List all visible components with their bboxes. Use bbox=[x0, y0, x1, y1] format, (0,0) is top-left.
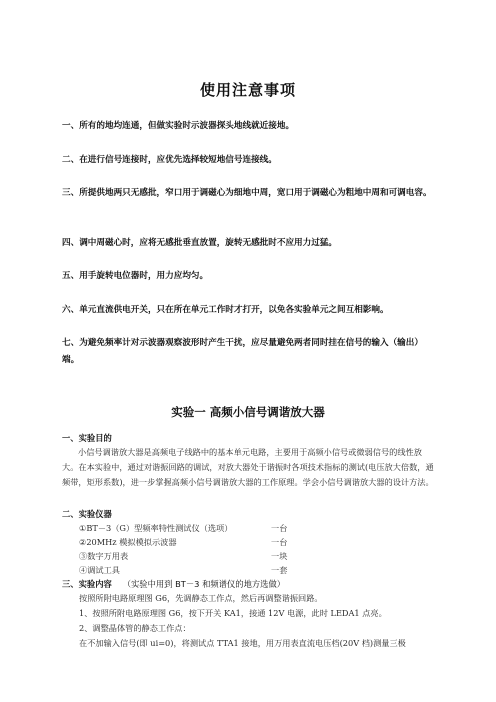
section-3-title: 三、实验内容 bbox=[62, 579, 112, 589]
instrument-row bbox=[79, 550, 379, 562]
note-7: 七、为避免频率计对示波器观察波形时产生干扰，应尽量避免两者同时挂在信号的输入（输出）端。 bbox=[62, 338, 423, 365]
section-3-line: 按照所附电路原理图 G6，先调静态工作点，然后再调整谐振回路。 bbox=[79, 593, 323, 603]
experiment-title: 实验一 高频小信号调谐放大器 bbox=[171, 405, 325, 419]
section-3-line: 在不加输入信号(即 ui=0)，将测试点 TTA1 接地，用万用表直流电压档(20V 档)测量三极 bbox=[79, 638, 406, 648]
instrument-qty: 一套 bbox=[271, 565, 288, 575]
instrument-row bbox=[79, 564, 379, 576]
instrument-qty: 一块 bbox=[271, 551, 288, 561]
section-3-line: 2、调整晶体管的静态工作点： bbox=[79, 623, 191, 633]
instrument-qty: 一台 bbox=[271, 523, 288, 533]
note-1: 一、所有的地均连通，但做实验时示波器探头地线就近接地。 bbox=[62, 121, 295, 131]
note-3: 三、所提供地两只无感批，窄口用于调磁心为细地中周，宽口用于调磁心为粗地中周和可调电容。 bbox=[62, 188, 432, 198]
note-5: 五、用手旋转电位器时，用力应均匀。 bbox=[62, 271, 209, 281]
instrument-name: ②20MHz 模拟模拟示波器 bbox=[79, 537, 177, 547]
note-4: 四、调中周磁心时，应将无感批垂直放置，旋转无感批时不应用力过猛。 bbox=[62, 238, 338, 248]
instrument-name: ①BT－3（G）型频率特性测试仪（选项） bbox=[79, 523, 233, 533]
instrument-name: ④调试工具 bbox=[79, 565, 120, 575]
section-3-note: （实验中用到 BT－3 和频谱仪的地方选做） bbox=[122, 579, 286, 589]
instrument-qty: 一台 bbox=[271, 537, 288, 547]
section-3-heading bbox=[62, 578, 285, 590]
note-2: 二、在进行信号连接时，应优先选择较短地信号连接线。 bbox=[62, 155, 277, 165]
instrument-row bbox=[79, 522, 379, 534]
section-2-heading: 二、实验仪器 bbox=[62, 509, 112, 519]
section-1-paragraph: 小信号调谐放大器是高频电子线路中的基本单元电路，主要用于高频小信号或微弱信号的线性放大。在本实验中，通过对谐振回路的调试，对放大器处于谐振时各项技术指标的测试(电压放大倍数，通频带，矩形系数)，进一步掌握高频小信号调谐放大器的工作原理。学会小信号调谐放大器的设计方法。 bbox=[62, 447, 434, 487]
page-title: 使用注意事项 bbox=[199, 81, 296, 99]
note-6: 六、单元直流供电开关，只在所在单元工作时才打开，以免各实验单元之间互相影响。 bbox=[62, 305, 389, 315]
section-1-heading: 一、实验目的 bbox=[62, 433, 112, 443]
section-3-line: 1、按照所附电路原理图 G6，按下开关 KA1，接通 12V 电源，此时 LEDA1 点亮。 bbox=[79, 608, 387, 618]
instrument-row bbox=[79, 536, 379, 548]
instrument-name: ③数字万用表 bbox=[79, 551, 129, 561]
